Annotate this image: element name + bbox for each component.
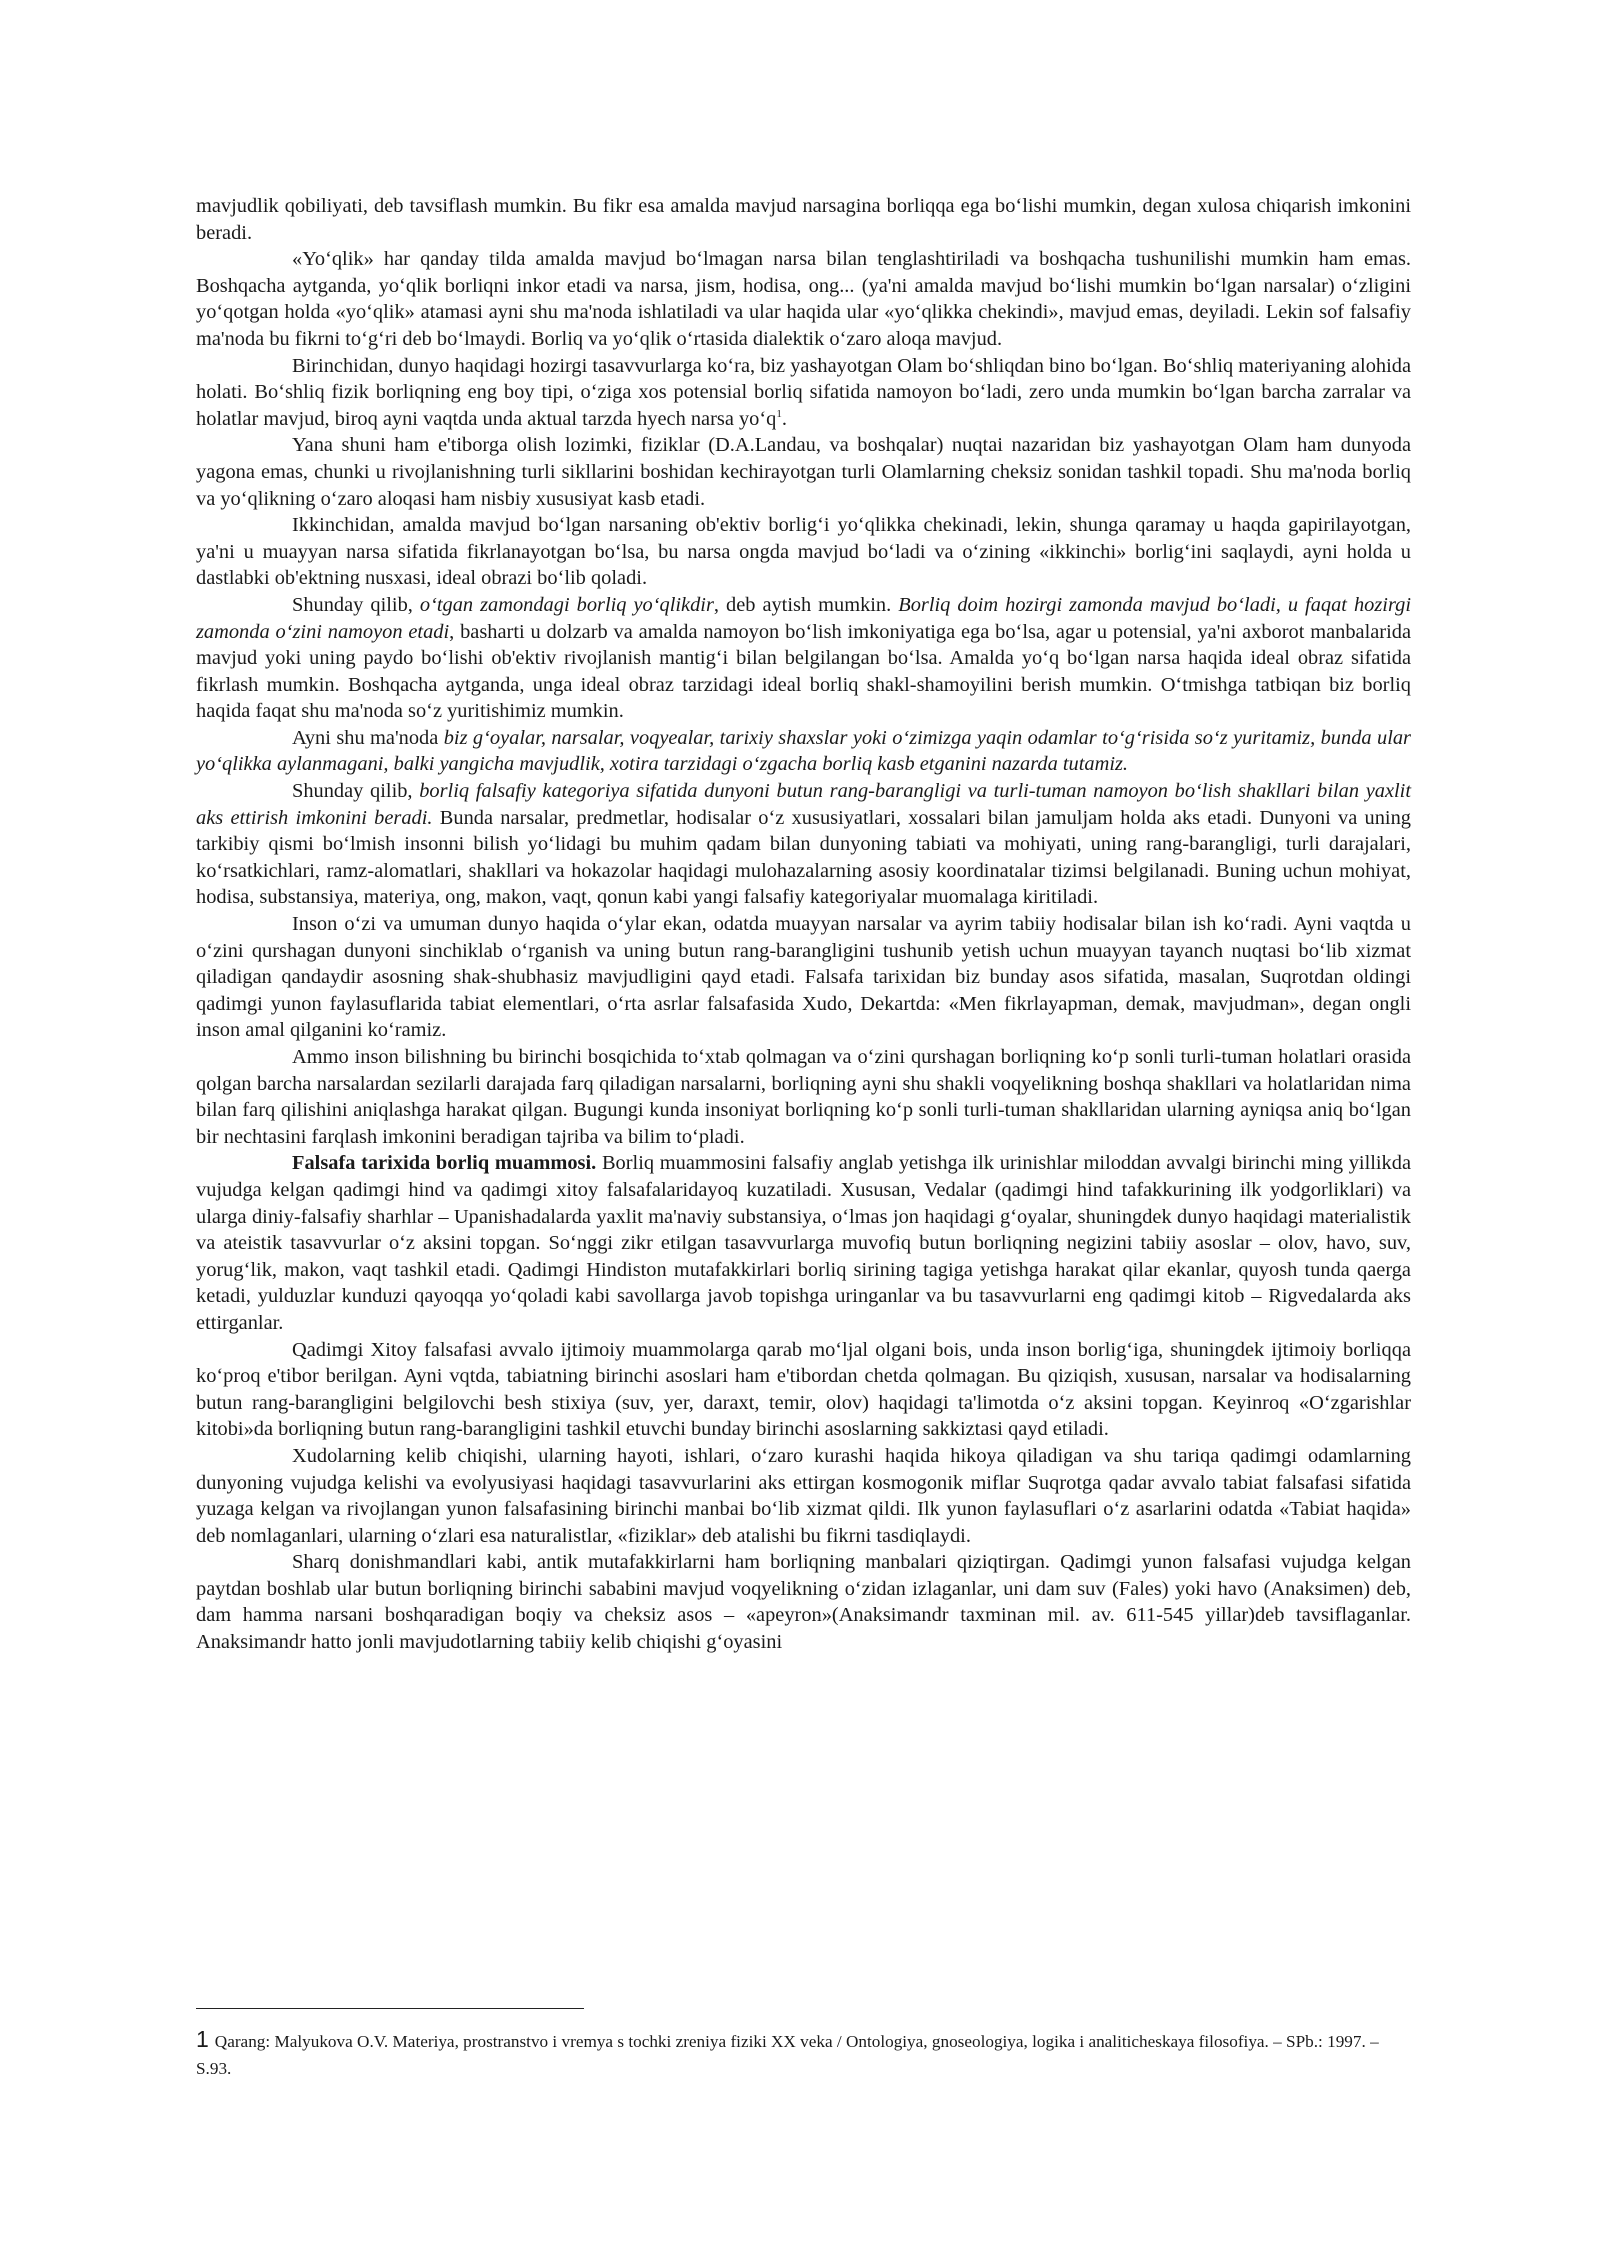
text-run: mavjudlik qobiliyati, deb tavsiflash mumkin. Bu fikr esa amalda mavjud narsagina borliqqa ega boʻlishi mumkin, degan xulosa chiqarish imkonini beradi.: [196, 195, 1411, 244]
paragraph: [196, 1443, 1411, 1549]
paragraph: [196, 778, 1411, 911]
text-run: «Yoʻqlik» har qanday tilda amalda mavjud boʻlmagan narsa bilan tenglashtiriladi va boshqacha tushunilishi mumkin ham emas. Boshqacha aytganda, yoʻqlik borliqni inkor etadi va narsa, jism, hodisa, ong... (ya'ni amalda mavjud boʻlishi mumkin boʻlgan narsalar) oʻzligini yoʻqotgan holda «yoʻqlik» atamasi ayni shu ma'noda ishlatiladi va ular haqida ular «yoʻqlikka chekindi», mavjud emas, deyiladi. Lekin sof falsafiy ma'noda bu fikrni toʻgʻri deb boʻlmaydi. Borliq va yoʻqlik oʻrtasida dialektik oʻzaro aloqa mavjud.: [196, 248, 1411, 350]
text-run: Borliq muammosini falsafiy anglab yetishga ilk urinishlar miloddan avvalgi birinchi ming yillikda vujudga kelgan qadimgi hind va qadimgi xitoy falsafalaridayoq kuzatiladi. Xususan, Vedalar (qadimgi hind tafakkurining ilk yodgorliklari) va ularga diniy-falsafiy sharhlar – Upanishadalarda yaxlit ma'naviy substansiya, oʻlmas jon haqidagi gʻoyalar, shuningdek dunyo haqidagi materialistik va ateistik tasavvurlar oʻz aksini topgan. Soʻnggi zikr etilgan tasavvurlarga muvofiq butun borliqning negizini tabiiy asoslar – olov, havo, suv, yorugʻlik, makon, vaqt tashkil etadi. Qadimgi Hindiston mutafakkirlari borliq sirining tagiga yetishga harakat qilar ekanlar, quyosh tunda qaerga ketadi, yulduzlar kunduzi qayoqqa yoʻqoladi kabi savollarga javob topishga uringanlar va bu tasavvurlarni eng qadimgi kitob – Rigvedalarda aks ettirganlar.: [196, 1152, 1412, 1334]
text-run: Shunday qilib,: [292, 593, 420, 616]
paragraph: [196, 1044, 1411, 1150]
paragraph: [196, 1150, 1411, 1336]
text-run: Sharq donishmandlari kabi, antik mutafakkirlarni ham borliqning manbalari qiziqtirgan. Qadimgi yunon falsafasi vujudga kelgan paytdan boshlab ular butun borliqning birinchi sababini mavjud voqyelikning oʻzidan izlaganlar, uni dam suv (Fales) yoki havo (Anaksimen) deb, dam hamma narsani boshqaradigan boqiy va cheksiz asos – «apeyron»(Anaksimandr taxminan mil. av. 611-545 yillar)deb tavsiflaganlar. Anaksimandr hatto jonli mavjudotlarning tabiiy kelib chiqishi gʻoyasini: [196, 1551, 1411, 1654]
paragraph: [196, 193, 1411, 246]
paragraph: [196, 1337, 1411, 1443]
text-run: , basharti u dolzarb va amalda namoyon boʻlish imkoniyatiga ega boʻlsa, agar u potensial, ya'ni axborot manbalarida mavjud yoki uning paydo boʻlishi ob'ektiv rivojlanish mantigʻi bilan belgilangan boʻlsa. Amalda yoʻq boʻlgan narsa haqida ideal obraz sifatida fikrlash mumkin. Boshqacha aytganda, unga ideal obraz tarzidagi ideal borliq shakl-shamoyilini berish mumkin. Oʻtmishga tatbiqan biz borliq haqida faqat shu ma'noda soʻz yuritishimiz mumkin.: [196, 620, 1411, 723]
footnote-divider: [196, 2008, 584, 2009]
text-run: Xudolarning kelib chiqishi, ularning hayoti, ishlari, oʻzaro kurashi haqida hikoya qiladigan va shu tariqa qadimgi odamlarning dunyoning vujudga kelishi va evolyusiyasi haqidagi tasavvurlarini aks ettirgan kosmogonik miflar Suqrotga qadar avvalo tabiat falsafasi sifatida yuzaga kelgan va rivojlangan yunon falsafasining birinchi manbai boʻlib xizmat qildi. Ilk yunon faylasuflari oʻz asarlarini odatda «Tabiat haqida» deb nomlaganlari, ularning oʻzlari esa naturalistlar, «fiziklar» deb atalishi bu fikrni tasdiqlaydi.: [196, 1444, 1411, 1547]
text-run: Ayni shu ma'noda: [292, 726, 444, 749]
italic-text: Borliq doim hozirgi zamonda mavjud boʻladi, u faqat hozirgi zamonda oʻzini namoyon etadi: [196, 593, 1412, 643]
paragraph: [196, 1549, 1411, 1655]
paragraph: [196, 432, 1411, 512]
text-run: Qadimgi Xitoy falsafasi avvalo ijtimoiy muammolarga qarab moʻljal olgani bois, unda inson borligʻiga, shuningdek ijtimoiy borliqqa koʻproq e'tibor berilgan. Ayni vqtda, tabiatning birinchi asoslari ham e'tibordan chetda qolmagan. Bu qiziqish, xususan, narsalar va hodisalarning butun rang-barangligini belgilovchi besh stixiya (suv, yer, daraxt, temir, olov) haqidagi ta'limotda oʻz aksini topgan. Keyinroq «Oʻzgarishlar kitobi»da borliqning butun rang-barangligini tashkil etuvchi bunday birinchi asoslarning sakkiztasi qayd etiladi.: [196, 1338, 1411, 1441]
paragraph: [196, 592, 1411, 725]
text-run: Bunda narsalar, predmetlar, hodisalar oʻz xususiyatlari, xossalari bilan jamuljam holda aks etadi. Dunyoni va uning tarkibiy qismi boʻlmish insonni bilish yoʻlidagi bu muhim qadam bilan dunyoning tabiati va mohiyati, uning rang-barangligi, turli darajalari, koʻrsatkichlari, ramz-alomatlari, shakllari va hokazolar haqidagi mulohazalarning asosiy koordinatalar tizimsi belgilanadi. Buning uchun mohiyat, hodisa, substansiya, materiya, ong, makon, vaqt, qonun kabi yangi falsafiy kategoriyalar muomalaga kiritiladi.: [196, 806, 1411, 909]
text-run: Ikkinchidan, amalda mavjud boʻlgan narsaning ob'ektiv borligʻi yoʻqlikka chekinadi, lekin, shunga qaramay u haqda gapirilayotgan, ya'ni u muayyan narsa sifatida fikrlanayotgan boʻlsa, bu narsa ongda mavjud boʻladi va oʻzining «ikkinchi» borligʻini saqlaydi, ayni holda u dastlabki ob'ektning nusxasi, ideal obrazi boʻlib qoladi.: [196, 514, 1411, 590]
footnote: [196, 2026, 1411, 2082]
paragraph: [196, 725, 1411, 778]
text-run: Yana shuni ham e'tiborga olish lozimki, fiziklar (D.A.Landau, va boshqalar) nuqtai nazaridan biz yashayotgan Olam ham dunyoda yagona emas, chunki u rivojlanishning turli sikllarini boshidan kechirayotgan turli Olamlarning cheksiz sonidan tashkil topadi. Shu ma'noda borliq va yoʻqlikning oʻzaro aloqasi ham nisbiy xususiyat kasb etadi.: [196, 434, 1411, 510]
text-run: Ammo inson bilishning bu birinchi bosqichida toʻxtab qolmagan va oʻzini qurshagan borliqning koʻp sonli turli-tuman holatlari orasida qolgan barcha narsalardan sezilarli darajada farq qiladigan narsalarni, borliqning ayni shu shakli voqyelikning boshqa shakllari va holatlaridan nima bilan farq qilishini aniqlashga harakat qilgan. Bugungi kunda insoniyat borliqning koʻp sonli turli-tuman shakllaridan ularning ayniqsa aniq boʻlgan bir nechtasini farqlash imkonini beradigan tajriba va bilim toʻpladi.: [196, 1046, 1411, 1148]
paragraph: [196, 911, 1411, 1044]
italic-text: borliq falsafiy kategoriya sifatida dunyoni butun rang-barangligi va turli-tuman namoyon boʻlish shakllari bilan yaxlit aks ettirish imkonini beradi.: [196, 780, 1411, 829]
footnote-number: 1: [196, 2026, 209, 2052]
paragraph: [196, 353, 1411, 433]
text-run: Inson oʻzi va umuman dunyo haqida oʻylar ekan, odatda muayyan narsalar va ayrim tabiiy hodisalar bilan ish koʻradi. Ayni vaqtda u oʻzini qurshagan dunyoni sinchiklab oʻrganish va uning butun rang-barangligini tushunib yetish uchun muayyan tayanch nuqtasi boʻlib xizmat qiladigan qandaydir asosning shak-shubhasiz mavjudligini qayd etadi. Falsafa tarixidan biz bunday asos sifatida, masalan, Suqrotdan oldingi qadimgi yunon faylasuflarida tabiat elementlari, oʻrta asrlar falsafasida Xudo, Dekartda: «Men fikrlayapman, demak, mavjudman», degan ongli inson amal qilganini koʻramiz.: [196, 913, 1411, 1042]
footnote-ref: 1: [776, 407, 782, 420]
italic-text: biz gʻoyalar, narsalar, voqyealar, tarixiy shaxslar yoki oʻzimizga yaqin odamlar toʻgʻrisida soʻz yuritamiz, bunda ular yoʻqlikka aylanmagani, balki yangicha mavjudlik, xotira tarzidagi oʻzgacha borliq kasb etganini nazarda tutamiz.: [196, 726, 1411, 776]
text-run: , deb aytish mumkin.: [713, 593, 899, 616]
italic-text: oʻtgan zamondagi borliq yoʻqlikdir: [419, 593, 714, 616]
text-run: .: [781, 407, 787, 430]
text-run: Birinchidan, dunyo haqidagi hozirgi tasavvurlarga koʻra, biz yashayotgan Olam boʻshliqdan bino boʻlgan. Boʻshliq materiyaning alohida holati. Boʻshliq fizik borliqning eng boy tipi, oʻziga xos potensial borliq sifatida namoyon boʻladi, zero unda mumkin boʻlgan barcha zarralar va holatlar mavjud, biroq ayni vaqtda unda aktual tarzda hyech narsa yoʻq: [196, 354, 1411, 430]
paragraph: [196, 246, 1411, 352]
text-run: Shunday qilib,: [292, 780, 420, 803]
document-body: [196, 193, 1411, 1656]
section-heading: Falsafa tarixida borliq muammosi.: [292, 1152, 597, 1175]
footnote-text: Qarang: Malyukova O.V. Materiya, prostranstvo i vremya s tochki zreniya fiziki XX veka / Ontologiya, gnoseologiya, logika i analiticheskaya filosofiya. – SPb.: 1997. – S.93.: [196, 2032, 1379, 2078]
paragraph: [196, 512, 1411, 592]
